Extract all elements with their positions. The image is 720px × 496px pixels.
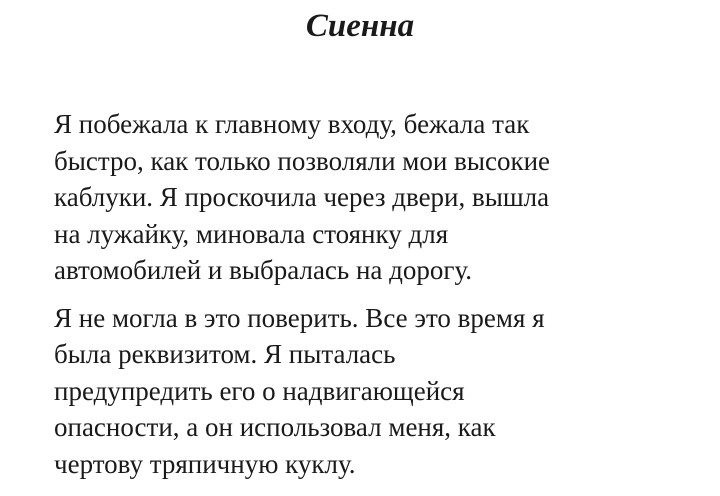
paragraph-1 xyxy=(54,106,674,289)
text-line: Я побежала к главному входу, бежала так xyxy=(54,109,530,139)
chapter-title: Сиенна xyxy=(305,8,415,44)
text-line: автомобилей и выбралась на дорогу. xyxy=(54,255,473,285)
paragraph-2 xyxy=(54,300,674,483)
text-line: была реквизитом. Я пыталась xyxy=(54,339,396,369)
text-line: Я не могла в это поверить. Все это время я xyxy=(54,302,545,333)
text-line: на лужайку, миновала стоянку для xyxy=(54,218,449,249)
text-line: чертову тряпичную куклу. xyxy=(54,448,356,479)
text-line: опасности, а он использовал меня, как xyxy=(54,412,496,442)
text-line: каблуки. Я проскочила через двери, вышла xyxy=(54,182,550,212)
text-line: предупредить его о надвигающейся xyxy=(54,375,465,406)
text-line: быстро, как только позволяли мои высокие xyxy=(54,145,551,176)
chapter-body xyxy=(54,106,674,482)
